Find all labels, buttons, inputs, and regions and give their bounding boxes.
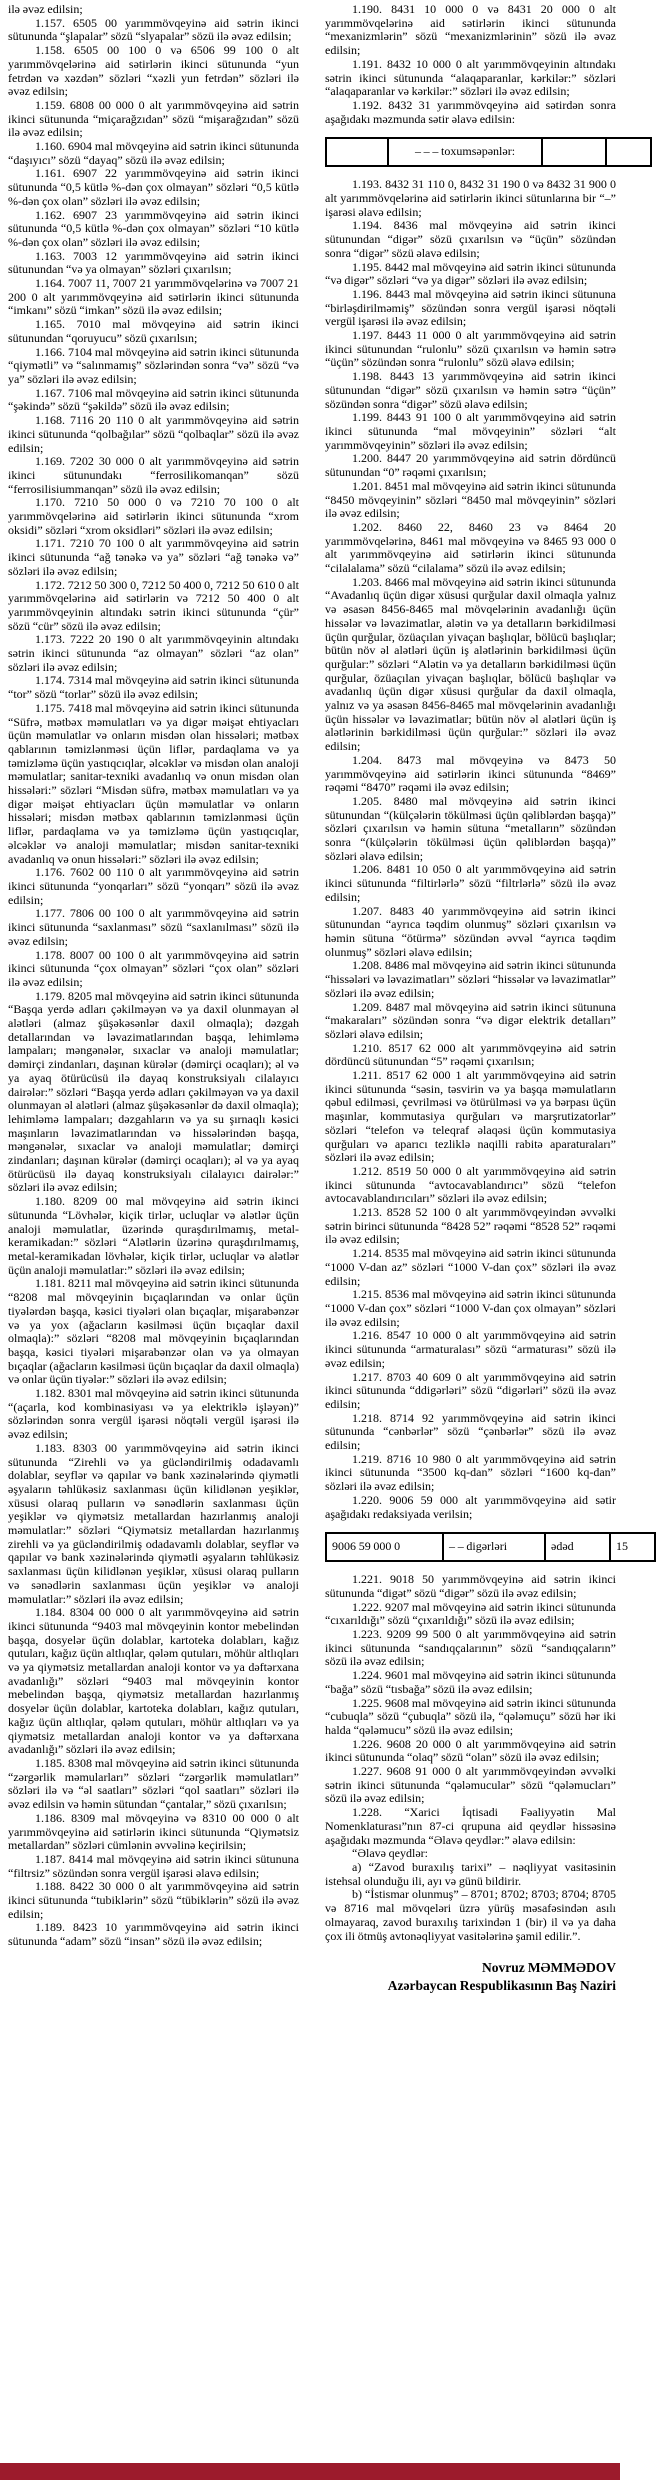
paragraph: 1.189. 8423 10 yarımmövqeyinə aid sətrin ikinci sütununda “adam” sözü “insan” sözü ilə əvəz edilsin;	[8, 1920, 299, 1949]
paragraph: 1.211. 8517 62 000 1 alt yarımmövqeyinə aid sətrin ikinci sütununda “səsin, təsvirin və ya başqa məmulatların qəbul edilməsi, çevrilməsi və ötürülməsi və ya bərpası üçün maşınlar, kommutasiya qurğuları və marşrutizatorlar” sözləri “telefon və teleqraf əlaqəsi üçün kommutasiya qurğuları və aparıcı tezliklə naqilli rabitə aparaturaları” sözləri ilə əvəz edilsin;	[325, 1068, 616, 1165]
paragraph: 1.179. 8205 mal mövqeyinə aid sətrin ikinci sütununda “Başqa yerdə adları çəkilməyən və ya daxil olunmayan əl alətləri (almaz şüşəkəsənlər daxil olmaqla); dəzgah detallarından və ləvazimatlarından başqa, lehimləmə lampaları; məngənələr, sıxaclar və analoji məmulatlar; dəmirçi zindanları, daşınan kürələr (dəmirçi ocaqları); əl və ya ayaq ötürücüsü ilə dayaq konstruksiyalı cilalayıcı dairələr:” sözləri “Başqa yerdə adları çəkilməyən və ya daxil olunmayan əl alətləri (almaz şüşəkəsənlər də daxil olmaqla); lehimləmə lampaları; dəzgahların və ya su şırnaqlı kəsici maşınların ləvazimatlarından və hissələrindən başqa, məngənələr, sıxaclar və analoji məmulatlar; dəmirçi zindanları; daşınan kürələr (dəmirçi ocaqları); əl və ya ayaq ötürücüsü ilə dayaq konstruksiyalı cilalayıcı dairələr:” sözləri ilə əvəz edilsin;	[8, 988, 299, 1195]
paragraph: 1.203. 8466 mal mövqeyinə aid sətrin ikinci sütununda “Avadanlıq üçün digər xüsusi qurğular daxil olmaqla yalnız və əsasən 8456-8465 mal mövqelərinin avadanlığı üçün hissələr və ləvazimatlar, alətin və ya detalların bərkidilməsi üçün qurğular, özüaçılan yivaçan başlıqlar, bölücü başlıqlar; bütün növ əl alətləri üçün iş alətlərinin bərkidilməsi üçün qurğular:” sözləri “Alətin və ya detalların bərkidilməsi üçün qurğular, özüaçılan yivaçan başlıqlar, bölücü başlıqlar və avadanlıq üçün digər xüsusi qurğular da daxil olmaqla, yalnız və ya əsasən 8456-8465 mal mövqelərinin avadanlığı üçün hissələr və ləvazimatlar; bütün növ əl alətləri üçün iş alətlərinin bərkidilməsi üçün qurğular:” sözləri ilə əvəz edilsin;	[325, 574, 616, 754]
signature-name: Novruz MƏMMƏDOV	[482, 1960, 616, 1976]
paragraph: 1.170. 7210 50 000 0 və 7210 70 100 0 alt yarımmövqelərinə aid sətirlərin ikinci sütununda “xrom oksidi” sözləri “xrom oksidləri” sözləri ilə əvəz edilsin;	[8, 495, 299, 537]
paragraph: 1.216. 8547 10 000 0 alt yarımmövqeyinə aid sətrin ikinci sütununda “armaturalası” sözü “armaturası” sözü ilə əvəz edilsin;	[325, 1328, 616, 1370]
paragraph: 1.176. 7602 00 110 0 alt yarımmövqeyinə aid sətrin ikinci sütununda “yonqarları” sözü “yonqarı” sözü ilə əvəz edilsin;	[8, 865, 299, 907]
paragraph: 1.178. 8007 00 100 0 alt yarımmövqeyinə aid sətrin ikinci sütununda “çox olmayan” sözləri “çox olan” sözləri ilə əvəz edilsin;	[8, 947, 299, 989]
paragraph: b) “İstismar olunmuş” – 8701; 8702; 8703; 8704; 8705 və 8716 mal mövqeləri üzrə yürüş məsafəsindən asılı olmayaraq, zavod buraxılış tarixindən 1 (bir) il və ya daha çox ili ötmüş avtonəqliyyat vasitələrinə şamil edilir.”.	[325, 1887, 616, 1943]
paragraph: 1.205. 8480 mal mövqeyinə aid sətrin ikinci sütunundan “(külçələrin tökülməsi üçün qəliblərdən başqa)” sözləri çıxarılsın və həmin sütuna “metalların” sözündən sonra “(külçələrin tökülməsi üçün qəliblərdən başqa)” sözləri əlavə edilsin;	[325, 793, 616, 863]
paragraph: 1.214. 8535 mal mövqeyinə aid sətrin ikinci sütununda “1000 V-dan az” sözləri “1000 V-dan çox” sözləri ilə əvəz edilsin;	[325, 1246, 616, 1288]
left-column	[8, 3, 299, 2456]
paragraph: 1.193. 8432 31 110 0, 8432 31 190 0 və 8432 31 900 0 alt yarımmövqelərinə aid sətirlərin ikinci sütunlarına bir “–” işarəsi əlavə edilsin;	[325, 177, 616, 219]
paragraph: 1.199. 8443 91 100 0 alt yarımmövqeyinə aid sətrin ikinci sütununda “mal mövqeyinin” sözləri “alt yarımmövqeyinin” sözləri ilə əvəz edilsin;	[325, 410, 616, 452]
paragraph: 1.209. 8487 mal mövqeyinə aid sətrin ikinci sütununa “makaraları” sözündən sonra “və digər elektrik detalları” sözləri əlavə edilsin;	[325, 999, 616, 1041]
table-cell: – – – toxumsəpənlər:	[388, 138, 542, 166]
paragraph: 1.207. 8483 40 yarımmövqeyinə aid sətrin ikinci sütunundan “ayrıca təqdim olunmuş” sözləri çıxarılsın və həmin sütuna “ötürmə” sözündən əvvəl “ayrıca təqdim olunmuş” sözləri əlavə edilsin;	[325, 903, 616, 959]
paragraph: 1.198. 8443 13 yarımmövqeyinə aid sətrin ikinci sütunundan “digər” sözü çıxarılsın və həmin sətrə “üçün” sözündən sonra “digər” sözü əlavə edilsin;	[325, 369, 616, 411]
paragraph: 1.175. 7418 mal mövqeyinə aid sətrin ikinci sütununda “Süfrə, mətbəx məmulatları və ya digər məişət ehtiyacları üçün məmulatlar və onların misdən olan hissələri; mətbəx qablarının təmizlənməsi üçün liflər, pardaqlama və ya təmizləmə üçün yastıqcıqlar, əlcəklər və misdən olan analoji məmulatlar; sanitar-texniki avadanlıq və onun misdən olan hissələri:” sözləri “Misdən süfrə, mətbəx məmulatları və ya digər məişət ehtiyacları üçün məmulatlar və onların hissələri; misdən mətbəx qablarının təmizlənməsi üçün liflər, pardaqlama və ya təmizləmə üçün yastıqcıqlar, əlcəklər və analoji məmulatlar; misdən sanitar-texniki avadanlıq və onun hissələri:” sözləri ilə əvəz edilsin;	[8, 700, 299, 866]
paragraph: 1.197. 8443 11 000 0 alt yarımmövqeyinə aid sətrin ikinci sütunundan “rulonlu” sözü çıxarılsın və həmin sətrə “üçün” sözündən sonra “rulonlu” sözü əlavə edilsin;	[325, 328, 616, 370]
paragraph: 1.166. 7104 mal mövqeyinə aid sətrin ikinci sütununda “qiymətli” və “salınmamış” sözlərindən sonra “və” sözü “və ya” sözləri ilə əvəz edilsin;	[8, 344, 299, 386]
paragraph: 1.171. 7210 70 100 0 alt yarımmövqeyinə aid sətrin ikinci sütununda “ağ tənəkə və ya” sözləri “ağ tənəkə və” sözləri ilə əvəz edilsin;	[8, 536, 299, 578]
paragraph: 1.164. 7007 11, 7007 21 yarımmövqelərinə və 7007 21 200 0 alt yarımmövqeyinə aid sətirlərin ikinci sütununda “imkanı” sözü “imkan” sözü ilə əvəz edilsin;	[8, 276, 299, 318]
paragraph: 1.215. 8536 mal mövqeyinə aid sətrin ikinci sütununda “1000 V-dan çox” sözləri “1000 V-dan çox olmayan” sözləri ilə əvəz edilsin;	[325, 1287, 616, 1329]
paragraph: 1.183. 8303 00 yarımmövqeyinə aid sətrin ikinci sütununda “Zirehli və ya gücləndirilmiş odadavamlı dolablar, seyflər və qapılar və bank xəzinələrində qiymətli əşyaların təhlükəsiz saxlanması üçün kilidlənən yeşiklər, xüsusi olaraq pulların və sənədlərin saxlanması üçün yeşiklər və qiymətsiz metallardan hazırlanmış analoji məmulatlar:” sözləri “Qiymətsiz metallardan hazırlanmış zirehli və ya gücləndirilmiş odadavamlı dolablar, seyflər və qapılar və bank xəzinələrində qiymətli əşyaların təhlükəsiz saxlanması üçün kilidlənən yeşiklər, xüsusi olaraq pulların və sənədlərin saxlanması üçün yeşiklər və analoji məmulatlar:” sözləri ilə əvəz edilsin;	[8, 1440, 299, 1606]
table-cell	[542, 138, 606, 166]
paragraph: 1.222. 9207 mal mövqeyinə aid sətrin ikinci sütununda “cıxarıldığı” sözü “çıxarıldığı” sözü ilə əvəz edilsin;	[325, 1599, 616, 1628]
paragraph: 1.174. 7314 mal mövqeyinə aid sətrin ikinci sütununda “tor” sözü “torlar” sözü ilə əvəz edilsin;	[8, 673, 299, 702]
paragraph: 1.163. 7003 12 yarımmövqeyinə aid sətrin ikinci sütunundan “və ya olmayan” sözləri çıxarılsın;	[8, 248, 299, 277]
paragraph: 1.162. 6907 23 yarımmövqeyinə aid sətrin ikinci sütununda “0,5 kütlə %-dən çox olmayan” sözləri “10 kütlə %-dən çox olan” sözləri ilə əvəz edilsin;	[8, 207, 299, 249]
signature-title: Azərbaycan Respublikasının Baş Naziri	[387, 1977, 616, 1993]
table-cell: 9006 59 000 0	[326, 1533, 443, 1561]
paragraph: 1.219. 8716 10 980 0 alt yarımmövqeyinə aid sətrin ikinci sütununda “3500 kq-dan” sözləri “1600 kq-dan” sözləri ilə əvəz edilsin;	[325, 1451, 616, 1494]
paragraph: 1.157. 6505 00 yarımmövqeyinə aid sətrin ikinci sütununda “şlapalar” sözü “slyapalar” sözü ilə əvəz edilsin;	[8, 15, 299, 44]
paragraph: 1.201. 8451 mal mövqeyinə aid sətrin ikinci sütununda “8450 mövqeyinin” sözləri “8450 mal mövqeyinin” sözləri ilə əvəz edilsin;	[325, 478, 616, 521]
paragraph: 1.185. 8308 mal mövqeyinə aid sətrin ikinci sütununda “zərgərlik məmularları” sözləri “zərgərlik məmulatları” sözləri ilə və “əl saatları” sözləri “qol saatları” sözləri ilə əvəz edilsin və həmin sütundan “çantalar,” sözü çıxarılsın;	[8, 1756, 299, 1812]
signature-block	[325, 1959, 616, 1994]
paragraph: 1.187. 8414 mal mövqeyinə aid sətrin ikinci sütununa “filtrsiz” sözündən sonra vergül işarəsi əlavə edilsin;	[8, 1851, 299, 1880]
paragraph: 1.190. 8431 10 000 0 və 8431 20 000 0 alt yarımmövqelərinə aid sətirlərin ikinci sütununda “mexanizmlərin” sözü “mexanizmlərinin” sözü ilə əvəz edilsin;	[325, 2, 616, 58]
paragraph: 1.191. 8432 10 000 0 alt yarımmövqeyinin altındakı sətrin ikinci sütununda “alaqaparanlar, kərkilər:” sözləri “alaqaparanlar və kərkilər:” sözləri ilə əvəz edilsin;	[325, 56, 616, 99]
paragraph: 1.172. 7212 50 300 0, 7212 50 400 0, 7212 50 610 0 alt yarımmövqelərinə aid sətirlərin və 7212 50 400 0 alt yarımmövqeyinin altındakı sətrin ikinci sütununda “çür” sözü “cür” sözü ilə əvəz edilsin;	[8, 577, 299, 633]
paragraph: 1.159. 6808 00 000 0 alt yarımmövqeyinə aid sətrin ikinci sütununda “miçarağzıdan” sözü “mişarağzıdan” sözü ilə əvəz edilsin;	[8, 97, 299, 140]
paragraph: 1.177. 7806 00 100 0 alt yarımmövqeyinə aid sətrin ikinci sütununda “saxlanması” sözü “saxlanılması” sözü ilə əvəz edilsin;	[8, 906, 299, 948]
paragraph: 1.226. 9608 20 000 0 alt yarımmövqeyinə aid sətrin ikinci sütununda “olaq” sözü “olan” sözü ilə əvəz edilsin;	[325, 1736, 616, 1765]
paragraph: 1.195. 8442 mal mövqeyinə aid sətrin ikinci sütununda “və digər” sözləri “və ya digər” sözləri ilə əvəz edilsin;	[325, 259, 616, 288]
table-cell	[326, 138, 388, 166]
paragraph: 1.210. 8517 62 000 alt yarımmövqeyinə aid sətrin dördüncü sütunundan “5” rəqəmi çıxarılsın;	[325, 1040, 616, 1069]
paragraph: 1.208. 8486 mal mövqeyinə aid sətrin ikinci sütununda “hissələri və ləvazimatları” sözləri “hissələr və ləvazimatlar” sözləri ilə əvəz edilsin;	[325, 958, 616, 1000]
paragraph: ilə əvəz edilsin;	[8, 2, 83, 16]
paragraph: 1.186. 8309 mal mövqeyinə və 8310 00 000 0 alt yarımmövqeyinə aid sətirlərin ikinci sütununda “Qiymətsiz metallardan” sözləri cümlənin əvvəlinə keçirilsin;	[8, 1810, 299, 1853]
paragraph: 1.213. 8528 52 100 0 alt yarımmövqeyindən əvvəlki sətrin birinci sütununda “8428 52” rəqəmi “8528 52” rəqəmi ilə əvəz edilsin;	[325, 1205, 616, 1247]
inline-table	[325, 137, 652, 167]
paragraph: 1.180. 8209 00 mal mövqeyinə aid sətrin ikinci sütununda “Lövhələr, kiçik tirlər, ucluqlar və alətlər üçün analoji məmulatlar, üzərində quraşdırılmamış, metal-keramikadan:” sözləri “Alətlərin üzərinə quraşdırılmamış, metal-keramikadan lövhələr, kiçik tirlər, ucluqlar və alətlər üçün analoji məmulatlar:” sözləri ilə əvəz edilsin;	[8, 1194, 299, 1277]
table-cell: – – digərləri	[443, 1533, 545, 1561]
paragraph: 1.173. 7222 20 190 0 alt yarımmövqeyinin altındakı sətrin ikinci sütununda “az olmayan” sözləri “az olan” sözləri ilə əvəz edilsin;	[8, 632, 299, 674]
paragraph: 1.168. 7116 20 110 0 alt yarımmövqeyinə aid sətrin ikinci sütununda “qolbağılar” sözü “qolbaqlar” sözü ilə əvəz edilsin;	[8, 413, 299, 455]
paragraph: 1.206. 8481 10 050 0 alt yarımmövqeyinə aid sətrin ikinci sütununda “filtirlərlə” sözü “filtrlərlə” sözü ilə əvəz edilsin;	[325, 862, 616, 904]
footer-accent-bar	[0, 2463, 620, 2480]
paragraph: 1.224. 9601 mal mövqeyinə aid sətrin ikinci sütununda “bağa” sözü “tısbağa” sözü ilə əvəz edilsin;	[325, 1668, 616, 1696]
paragraph: 1.182. 8301 mal mövqeyinə aid sətrin ikinci sütununda “(açarla, kod kombinasiyası və ya elektriklə işləyən)” sözlərindən sonra vergül işarəsi nöqtəli vergül işarəsi ilə əvəz edilsin;	[8, 1386, 299, 1442]
paragraph: 1.225. 9608 mal mövqeyinə aid sətrin ikinci sütununda “cubuqla” sözü “çubuqla” sözü ilə, “qələmuçu” sözü hər iki halda “qələmucu” sözü ilə əvəz edilsin;	[325, 1695, 616, 1737]
paragraph: 1.200. 8447 20 yarımmövqeyinə aid sətrin dördüncü sütunundan “0” rəqəmi çıxarılsın;	[325, 451, 616, 480]
paragraph: 1.181. 8211 mal mövqeyinə aid sətrin ikinci sütununda “8208 mal mövqeyinin bıçaqlarından və onlar üçün tiyələrdən başqa, kəsici tiyələri olan bıçaqlar, mişarabənzər və ya yox (ağacların kəsilməsi üçün bıçaqlar daxil olmaqla):” sözləri “8208 mal mövqeyinin bıçaqlarından başqa, kəsici tiyələri mişarabənzər olan və ya olmayan bıçaqlar (ağacların kəsilməsi üçün bıçaqlar da daxil olmaqla) və onlar üçün tiyələr:” sözləri ilə əvəz edilsin;	[8, 1276, 299, 1387]
paragraph: 1.220. 9006 59 000 alt yarımmövqeyinə aid sətir aşağıdakı redaksiyada verilsin;	[325, 1492, 616, 1521]
paragraph: 1.188. 8422 30 000 0 alt yarımmövqeyinə aid sətrin ikinci sütununda “tubiklərin” sözü “tübiklərin” sözü ilə əvəz edilsin;	[8, 1879, 299, 1921]
inline-table	[325, 1532, 656, 1562]
paragraph: 1.158. 6505 00 100 0 və 6506 99 100 0 alt yarımmövqelərinə aid sətirlərin ikinci sütununda “yun fetrdən və xəzdən” sözləri “xəzli yun fetrdən” sözləri ilə əvəz edilsin;	[8, 43, 299, 99]
paragraph: 1.223. 9209 99 500 0 alt yarımmövqeyinə aid sətrin ikinci sütununda “sandıqçalarının” sözü “sandıqçaların” sözü ilə əvəz edilsin;	[325, 1627, 616, 1669]
paragraph: 1.227. 9608 91 000 0 alt yarımmövqeyindən əvvəlki sətrin ikinci sütununda “qələmucular” sözü “qələmucları” sözü ilə əvəz edilsin;	[325, 1764, 616, 1806]
paragraph: 1.194. 8436 mal mövqeyinə aid sətrin ikinci sütunundan “digər” sözü çıxarılsın və “üçün” sözündən sonra “digər” sözü əlavə edilsin;	[325, 218, 616, 260]
paragraph: a) “Zavod buraxılış tarixi” – nəqliyyat vasitəsinin istehsal olunduğu ili, ayı və günü bildirir.	[325, 1860, 616, 1888]
right-column	[325, 2, 628, 2456]
paragraph: 1.192. 8432 31 yarımmövqeyinə aid sətirdən sonra aşağıdakı məzmunda sətir əlavə edilsin:	[325, 97, 616, 126]
paragraph: 1.204. 8473 mal mövqeyinə və 8473 50 yarımmövqeyinə aid sətirlərin ikinci sütununda “8469” rəqəmi “8470” rəqəmi ilə əvəz edilsin;	[325, 752, 616, 795]
paragraph: 1.161. 6907 22 yarımmövqeyinə aid sətrin ikinci sütununda “0,5 kütlə %-dən çox olmayan” sözləri “0,5 kütlə %-dən çox olan” sözləri ilə əvəz edilsin;	[8, 166, 299, 208]
paragraph: 1.212. 8519 50 000 0 alt yarımmövqeyinə aid sətrin ikinci sütununda “avtocavablandırıcı” sözü “telefon avtocavablandırıcıları” sözləri ilə əvəz edilsin;	[325, 1163, 616, 1206]
paragraph: 1.228. “Xarici İqtisadi Fəaliyyətin Mal Nomenklaturası”nın 87-ci qrupuna aid qeydlər hissəsinə aşağıdakı məzmunda “Əlavə qeydlər:” əlavə edilsin:	[325, 1805, 616, 1847]
table-cell: 15	[610, 1533, 655, 1561]
paragraph: 1.184. 8304 00 000 0 alt yarımmövqeyinə aid sətrin ikinci sütununda “9403 mal mövqeyinin kontor mebelindən başqa, dosyelər üçün dolablar, kartoteka dolabları, kağız qutuları, kağız üçün altlıqlar, qələm qutuları, möhür altlıqları və ya qiymətsiz metallardan analoji kontor və ya dəftərxana avadanlığı” sözləri “9403 mal mövqeyinin kontor mebelindən başqa, qiymətsiz metallardan hazırlanmış dosyelər üçün dolablar, kartoteka dolabları, kağız qutuları, kağız üçün altlıqlar, qələm qutuları, möhür altlıqları və ya qiymətsiz metallardan analoji kontor və ya dəftərxana avadanlığı” sözləri ilə əvəz edilsin;	[8, 1605, 299, 1757]
table-cell: ədəd	[545, 1533, 610, 1561]
paragraph: 1.165. 7010 mal mövqeyinə aid sətrin ikinci sütunundan “qoruyucu” sözü çıxarılsın;	[8, 317, 299, 345]
paragraph: 1.196. 8443 mal mövqeyinə aid sətrin ikinci sütununa “birləşdirilməmiş” sözündən sonra vergül işarəsi nöqtəli vergül işarəsi ilə əvəz edilsin;	[325, 286, 616, 329]
paragraph: “Əlavə qeydlər:	[352, 1846, 428, 1861]
table-cell	[606, 138, 651, 166]
paragraph: 1.160. 6904 mal mövqeyinə aid sətrin ikinci sütununda “daşıyıcı” sözü “dayaq” sözü ilə əvəz edilsin;	[8, 139, 299, 167]
paragraph: 1.221. 9018 50 yarımmövqeyinə aid sətrin ikinci sütununda “digət” sözü “digər” sözü ilə əvəz edilsin;	[325, 1572, 616, 1600]
paragraph: 1.167. 7106 mal mövqeyinə aid sətrin ikinci sütununda “şəkində” sözü “şəkildə” sözü ilə əvəz edilsin;	[8, 385, 299, 414]
paragraph: 1.202. 8460 22, 8460 23 və 8464 20 yarımmövqelərinə, 8461 mal mövqeyinə və 8465 93 000 0 alt yarımmövqeyinə aid sətirlərin ikinci sütununda “cilalalama” sözü “cilalama” sözü ilə əvəz edilsin;	[325, 519, 616, 576]
paragraph: 1.217. 8703 40 609 0 alt yarımmövqeyinə aid sətrin ikinci sütununda “ddigərləri” sözü “digərləri” sözü ilə əvəz edilsin;	[325, 1369, 616, 1411]
paragraph: 1.169. 7202 30 000 0 alt yarımmövqeyinə aid sətrin ikinci sütunundakı “ferrosilikomanqan” sözü “ferrosilisiummanqan” sözü ilə əvəz edilsin;	[8, 454, 299, 496]
paragraph: 1.218. 8714 92 yarımmövqeyinə aid sətrin ikinci sütununda “cənbərlər” sözü “çənbərlər” sözü ilə əvəz edilsin;	[325, 1410, 616, 1453]
